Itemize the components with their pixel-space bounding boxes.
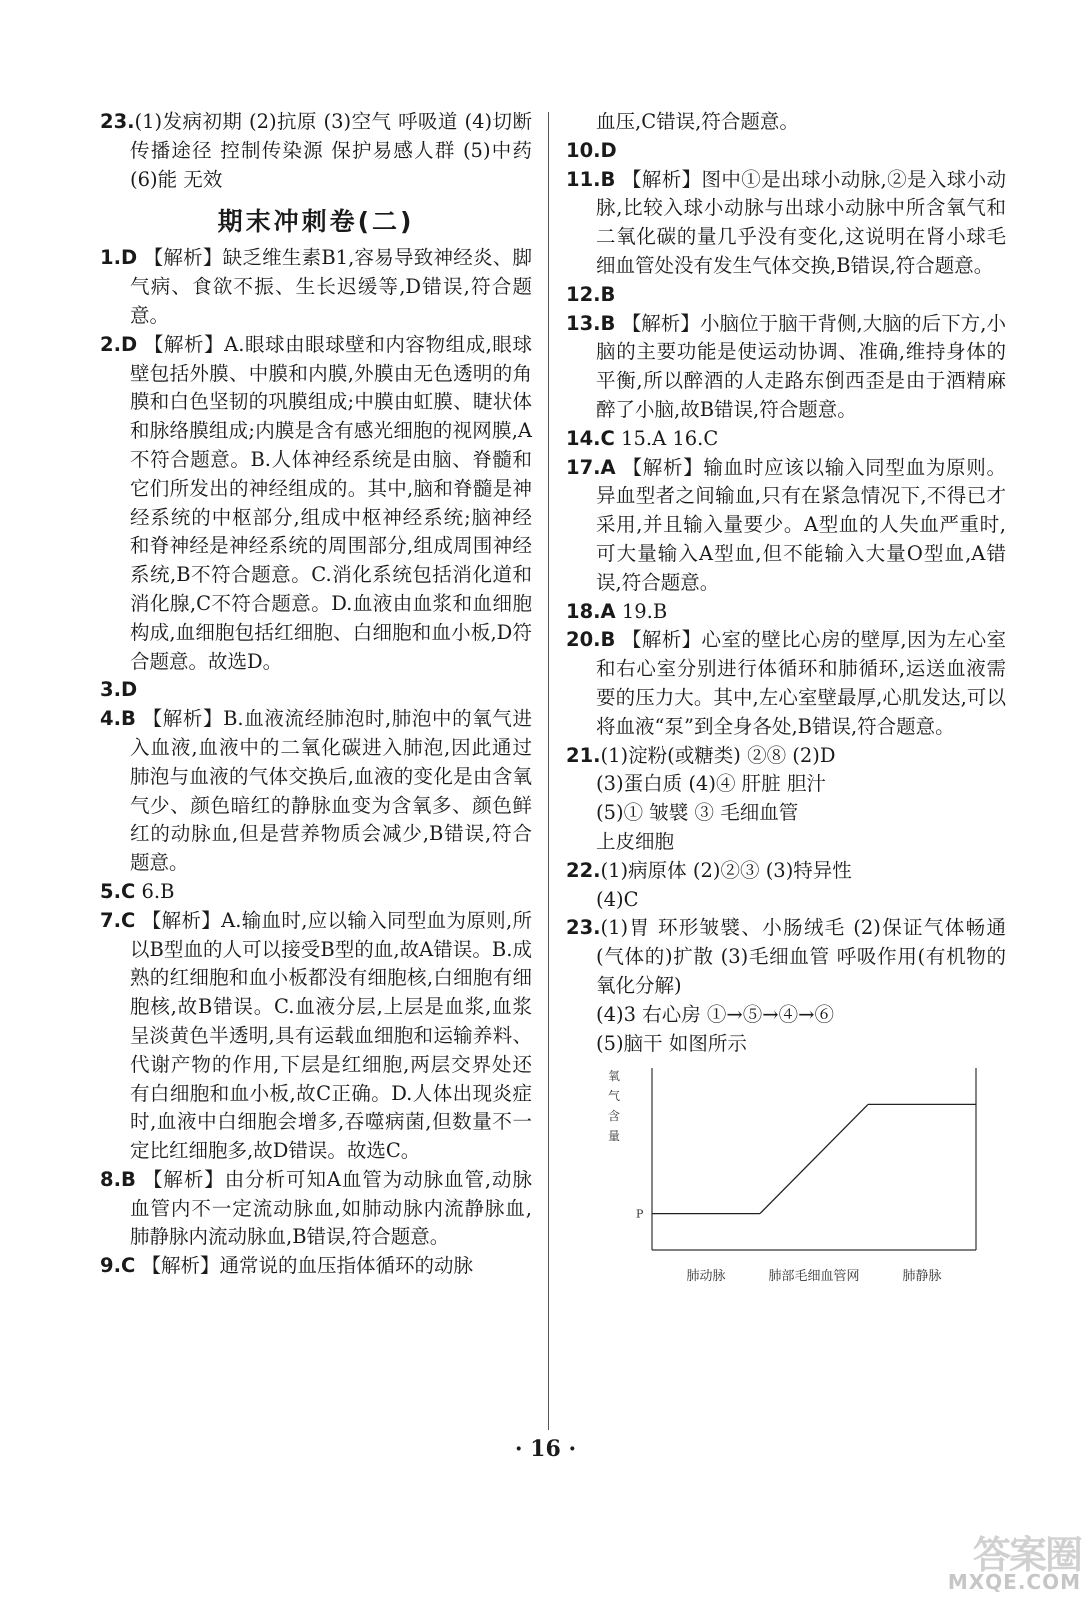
question-number: 10.D xyxy=(566,138,617,162)
left-column xyxy=(100,108,532,1281)
y-axis-label-char: 氧 xyxy=(608,1069,621,1084)
question-number: 13.B xyxy=(566,311,616,335)
chart-line-segment xyxy=(760,1105,868,1214)
question-number: 17.A xyxy=(566,455,616,479)
answer-4: 4.B 【解析】B.血液流经肺泡时,肺泡中的氧气进入血液,血液中的二氧化碳进入肺泡,因此通过肺泡与血液的气体交换后,血液的变化是由含氧气少、颜色暗红的静脉血变为含氧多、颜色鲜红的动脉血,但是营养物质会减少,B错误,符合题意。 xyxy=(100,707,532,875)
answer-5-6: 5.C 6.B xyxy=(100,879,175,903)
question-number: 23. xyxy=(566,916,601,940)
question-number: 12.B xyxy=(566,282,616,306)
answer-10 xyxy=(566,137,1006,166)
answer-13: 13.B 【解析】小脑位于脑干背侧,大脑的后下方,小脑的主要功能是使运动协调、准确,维持身体的平衡,所以醉酒的人走路东倒西歪是由于酒精麻醉了小脑,故B错误,符合题意。 xyxy=(566,311,1006,421)
answer-9: 9.C 【解析】通常说的血压指体循环的动脉 xyxy=(100,1254,473,1278)
x-tick-label: 肺部毛细血管网 xyxy=(768,1269,860,1285)
section-title: 期末冲刺卷(二) xyxy=(217,207,415,237)
answer-20: 20.B 【解析】心室的壁比心房的壁厚,因为左心室和右心室分别进行体循环和肺循环,运送血液需要的压力大。其中,左心室壁最厚,心肌发达,可以将血液“泵”到全身各处,B错误,符合题意。 xyxy=(566,628,1006,738)
y-marker-p: P xyxy=(636,1207,644,1221)
question-number: 11.B xyxy=(566,167,616,191)
answer-21-c: (5)① 皱襞 ③ 毛细血管 xyxy=(596,801,799,825)
answer-14-16: 14.C 15.A 16.C xyxy=(566,426,719,450)
question-number: 20.B xyxy=(566,628,616,652)
question-number: 22. xyxy=(566,858,601,882)
chart-series xyxy=(652,1105,976,1214)
watermark-url: MXQE.COM xyxy=(947,1570,1081,1594)
question-number: 14.C xyxy=(566,426,615,450)
answer-11: 11.B 【解析】图中①是出球小动脉,②是入球小动脉,比较入球小动脉与出球小动脉中所含氧气和二氧化碳的量几乎没有变化,这说明在肾小球毛细血管处没有发生气体交换,B错误,符合题意。 xyxy=(566,167,1006,277)
x-tick-label: 肺动脉 xyxy=(686,1269,726,1285)
watermark xyxy=(931,1524,1081,1594)
answer-7: 7.C 【解析】A.输血时,应以输入同型血为原则,所以B型血的人可以接受B型的血,故A错误。B.成熟的红细胞和血小板都没有细胞核,白细胞有细胞核,故B错误。C.血液分层,上层是血浆,血浆呈淡黄色半透明,具有运载血细胞和运输养料、代谢产物的作用,下层是红细胞,两层交界处还有白细胞和血小板,故C正确。D.人体出现炎症时,血液中白细胞会增多,吞噬病菌,但数量不一定比红细胞多,故D错误。故选C。 xyxy=(100,908,532,1163)
y-axis-label-char: 量 xyxy=(608,1129,621,1144)
answer-23-5: (5)脑干 如图所示 xyxy=(596,1031,747,1055)
answer-8: 8.B 【解析】由分析可知A血管为动脉血管,动脉血管内不一定流动脉血,如肺动脉内流静脉血,肺静脉内流动脉血,B错误,符合题意。 xyxy=(100,1167,532,1249)
answer-21-a: 21.(1)淀粉(或糖类) ②⑧ (2)D xyxy=(566,743,836,767)
question-number: 9.C xyxy=(100,1254,136,1278)
answer-22-a: 22.(1)病原体 (2)②③ (3)特异性 xyxy=(566,858,852,882)
y-axis-label-char: 气 xyxy=(608,1089,621,1104)
question-number: 5.C xyxy=(100,879,136,903)
y-axis-label-char: 含 xyxy=(608,1109,621,1124)
answer-23-4: (4)3 右心房 ①→⑤→④→⑥ xyxy=(596,1002,834,1026)
answer-18-19: 18.A 19.B xyxy=(566,599,668,623)
oxygen-content-chart xyxy=(604,1060,984,1290)
question-number: 18.A xyxy=(566,599,616,623)
answer-23: 23.(1)胃 环形皱襞、小肠绒毛 (2)保证气体畅通 (气体的)扩散 (3)毛细血管 呼吸作用(有机物的氧化分解) xyxy=(566,916,1006,997)
question-number: 3.D xyxy=(100,678,138,702)
question-number: 1.D xyxy=(100,246,138,270)
answer-22-b: (4)C xyxy=(596,887,639,911)
question-number: 4.B xyxy=(100,707,136,731)
right-column xyxy=(566,108,1006,1290)
answer-17: 17.A 【解析】输血时应该以输入同型血为原则。异血型者之间输血,只有在紧急情况下,不得已才采用,并且输入量要少。A型血的人失血严重时,可大量输入A型血,但不能输入大量O型血,A错误,符合题意。 xyxy=(566,455,1006,594)
watermark-logo: 答案圈 xyxy=(972,1533,1081,1577)
answer-9-cont: 血压,C错误,符合题意。 xyxy=(596,110,799,133)
answer-21-d: 上皮细胞 xyxy=(596,829,675,853)
question-number: 23. xyxy=(100,110,135,133)
answer-3 xyxy=(100,676,532,705)
x-axis-labels xyxy=(686,1268,941,1284)
column-divider xyxy=(548,112,549,1430)
answer-2: 2.D 【解析】A.眼球由眼球壁和内容物组成,眼球壁包括外膜、中膜和内膜,外膜由无色透明的角膜和白色坚韧的巩膜组成;中膜由虹膜、睫状体和脉络膜组成;内膜是含有感光细胞的视网膜,A不符合题意。B.人体神经系统是由脑、脊髓和它们所发出的神经组成的。其中,脑和脊髓是神经系统的中枢部分,组成中枢神经系统;脑神经和脊神经是神经系统的周围部分,组成周围神经系统,B不符合题意。C.消化系统包括消化道和消化腺,C不符合题意。D.血液由血浆和血细胞构成,血细胞包括红细胞、白细胞和血小板,D符合题意。故选D。 xyxy=(100,332,532,673)
answer-12 xyxy=(566,281,1006,310)
page-number: · 16 · xyxy=(514,1436,577,1462)
question-number: 21. xyxy=(566,743,601,767)
y-axis-label xyxy=(608,1069,620,1143)
question-number: 7.C xyxy=(100,908,136,932)
answer-21-b: (3)蛋白质 (4)④ 肝脏 胆汁 xyxy=(596,772,826,796)
answer-1: 1.D 【解析】缺乏维生素B1,容易导致神经炎、脚气病、食欲不振、生长迟缓等,D错误,符合题意。 xyxy=(100,246,532,327)
answer-23-prev: 23.(1)发病初期 (2)抗原 (3)空气 呼吸道 (4)切断传播途径 控制传染源 保护易感人群 (5)中药 (6)能 无效 xyxy=(100,110,532,191)
x-tick-label: 肺静脉 xyxy=(902,1269,942,1285)
question-number: 2.D xyxy=(100,332,138,356)
question-number: 8.B xyxy=(100,1167,136,1191)
